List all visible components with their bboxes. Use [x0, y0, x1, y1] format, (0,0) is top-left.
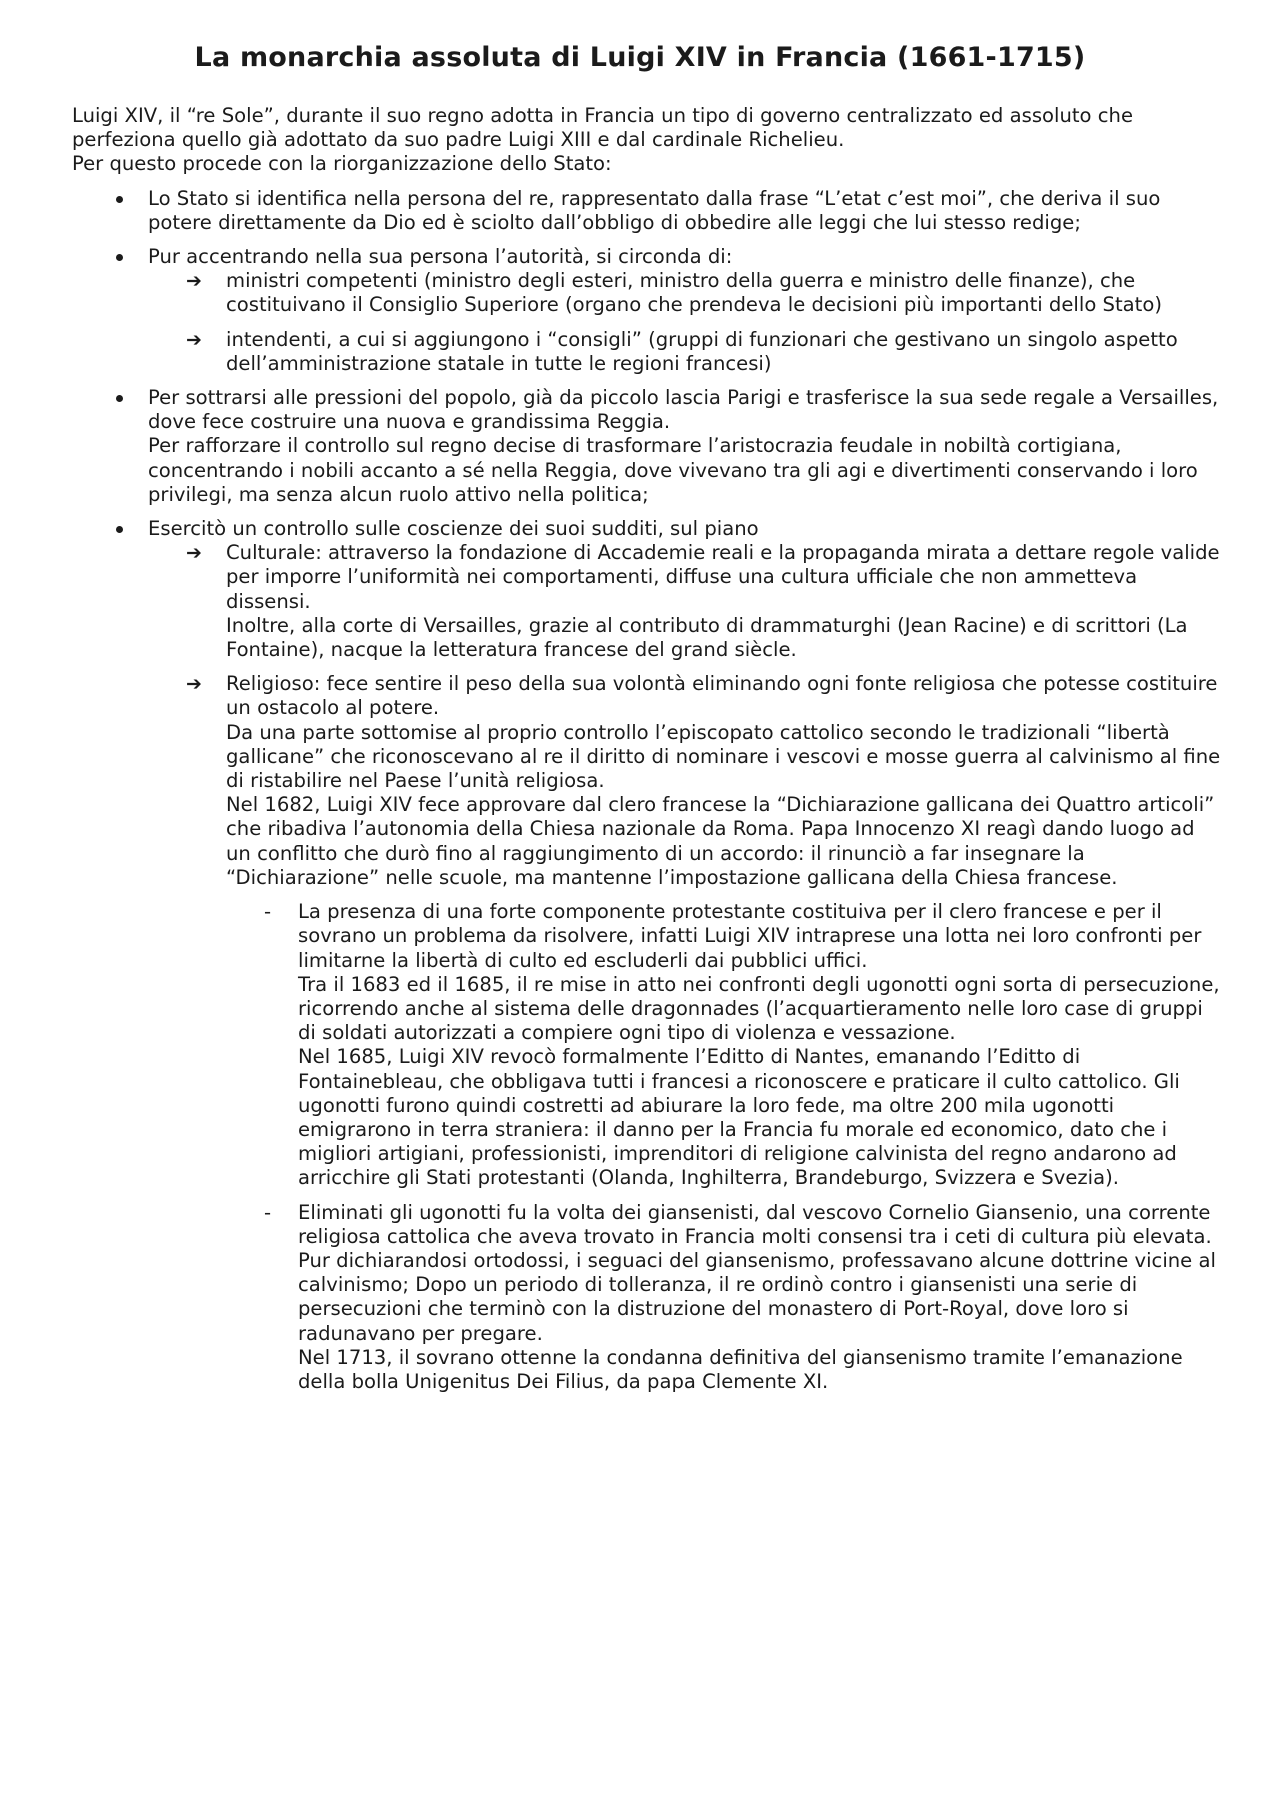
dash-icon: -: [264, 900, 272, 924]
dash-icon: -: [264, 1200, 272, 1224]
bullet-list: [72, 187, 1222, 1395]
bullet-text: Lo Stato si identifica nella persona del re, rappresentato dalla frase “L’etat c’est moi”, che deriva il suo potere direttamente da Dio ed è sciolto dall’obbligo di obbedire alle leggi che lui stesso redige;: [148, 186, 1161, 234]
dash-item: [226, 1201, 1222, 1395]
dash-item-text: Nel 1685, Luigi XIV revocò formalmente l’Editto di Nantes, emanando l’Editto di Fontainebleau, che obbligava tutti i francesi a riconoscere e praticare il culto cattolico. Gli ugonotti furono quindi costretti ad abiurare la loro fede, ma oltre 200 mila ugonotti emigrarono in terra straniera: il danno per la Francia fu morale ed economico, dato che i migliori artigiani, professionisti, imprenditori di religione calvinista del regno andarono ad arricchire gli Stati protestanti (Olanda, Inghilterra, Brandeburgo, Svizzera e Svezia).: [298, 1045, 1180, 1190]
arrow-right-icon: ➔: [186, 542, 202, 565]
sub-list: [148, 269, 1222, 376]
intro-paragraph: Luigi XIV, il “re Sole”, durante il suo regno adotta in Francia un tipo di governo centralizzato ed assoluto che perfeziona quello già adottato da suo padre Luigi XIII e dal cardinale Richelieu.: [72, 104, 1134, 152]
bullet-icon: [116, 395, 123, 402]
arrow-right-icon: ➔: [186, 673, 202, 696]
intro: [72, 104, 1222, 177]
sub-item-text: ministri competenti (ministro degli esteri, ministro della guerra e ministro delle finanze), che costituivano il Consiglio Superiore (organo che prendeva le decisioni più importanti dello Stato): [226, 269, 1162, 317]
intro-paragraph: Per questo procede con la riorganizzazione dello Stato:: [72, 152, 612, 176]
bullet-text: Per rafforzare il controllo sul regno decise di trasformare l’aristocrazia feudale in nobiltà cortigiana, concentrando i nobili accanto a sé nella Reggia, dove vivevano tra gli agi e divertimenti conservando i loro privilegi, ma senza alcun ruolo attivo nella politica;: [148, 434, 1198, 506]
dash-item-text: La presenza di una forte componente protestante costituiva per il clero francese e per il sovrano un problema da risolvere, infatti Luigi XIV intraprese una lotta nei loro confronti per limitarne la libertà di culto ed escluderli dai pubblici uffici.: [298, 900, 1202, 972]
bullet-item: [72, 245, 1222, 376]
sub-item: [148, 269, 1222, 317]
page-title: La monarchia assoluta di Luigi XIV in Francia (1661-1715): [194, 42, 1086, 73]
arrow-right-icon: ➔: [186, 270, 202, 293]
sub-list: [148, 541, 1222, 1394]
dash-item-text: Pur dichiarandosi ortodossi, i seguaci del giansenismo, professavano alcune dottrine vicine al calvinismo; Dopo un periodo di tolleranza, il re ordinò contro i giansenisti una serie di persecuzioni che terminò con la distruzione del monastero di Port-Royal, dove loro si radunavano per pregare.: [298, 1248, 1216, 1345]
sub-item-text: Nel 1682, Luigi XIV fece approvare dal clero francese la “Dichiarazione gallicana dei Quattro articoli” che ribadiva l’autonomia della Chiesa nazionale da Roma. Papa Innocenzo XI reagì dando luogo ad un conflitto che durò fino al raggiungimento di un accordo: il rinunciò a far insegnare la “Dichiarazione” nelle scuole, ma mantenne l’impostazione gallicana della Chiesa francese.: [226, 793, 1215, 889]
dash-item-text: Tra il 1683 ed il 1685, il re mise in atto nei confronti degli ugonotti ogni sorta di persecuzione, ricorrendo anche al sistema delle dragonnades (l’acquartieramento nelle loro case di gruppi di soldati autorizzati a compiere ogni tipo di violenza e vessazione.: [298, 972, 1220, 1045]
bullet-text: Per sottrarsi alle pressioni del popolo, già da piccolo lascia Parigi e trasferisce la sua sede regale a Versailles, dove fece costruire una nuova e grandissima Reggia.: [148, 386, 1219, 434]
bullet-item: [72, 386, 1222, 507]
dash-item-text: Eliminati gli ugonotti fu la volta dei giansenisti, dal vescovo Cornelio Giansenio, una corrente religiosa cattolica che aveva trovato in Francia molti consensi tra i ceti di cultura più elevata.: [298, 1200, 1212, 1248]
sub-item-religious: [148, 672, 1222, 1394]
sub-item-text: Da una parte sottomise al proprio controllo l’episcopato cattolico secondo le tradizionali “libertà gallicane” che riconoscevano al re il diritto di nominare i vescovi e mosse guerra al calvinismo al fine di ristabilire nel Paese l’unità religiosa.: [226, 720, 1221, 793]
dash-item-text: Nel 1713, il sovrano ottenne la condanna definitiva del giansenismo tramite l’emanazione della bolla Unigenitus Dei Filius, da papa Clemente XI.: [298, 1345, 1183, 1393]
dash-item: [226, 900, 1222, 1190]
bullet-icon: [116, 196, 123, 203]
sub-item: [148, 328, 1222, 376]
sub-item-text: intendenti, a cui si aggiungono i “consigli” (gruppi di funzionari che gestivano un singolo aspetto dell’amministrazione statale in tutte le regioni francesi): [226, 327, 1178, 375]
bullet-item: [72, 187, 1222, 235]
sub-item-cultural: [148, 541, 1222, 662]
bullet-icon: [116, 526, 123, 533]
bullet-text: Pur accentrando nella sua persona l’autorità, si circonda di:: [148, 245, 733, 269]
document-body: [72, 104, 1222, 1404]
bullet-icon: [116, 254, 123, 261]
bullet-item: [72, 517, 1222, 1394]
sub-item-text: Culturale: attraverso la fondazione di Accademie reali e la propaganda mirata a dettare regole valide per imporre l’uniformità nei comportamenti, diffuse una cultura ufficiale che non ammetteva dissensi.: [226, 541, 1220, 613]
dash-list: [226, 900, 1222, 1394]
bullet-text: Esercitò un controllo sulle coscienze dei suoi sudditi, sul piano: [148, 517, 759, 541]
sub-item-text: Religioso: fece sentire il peso della sua volontà eliminando ogni fonte religiosa che potesse costituire un ostacolo al potere.: [226, 672, 1218, 720]
sub-item-text: Inoltre, alla corte di Versailles, grazie al contributo di drammaturghi (Jean Racine) e di scrittori (La Fontaine), nacque la letteratura francese del grand siècle.: [226, 613, 1188, 662]
arrow-right-icon: ➔: [186, 328, 202, 351]
